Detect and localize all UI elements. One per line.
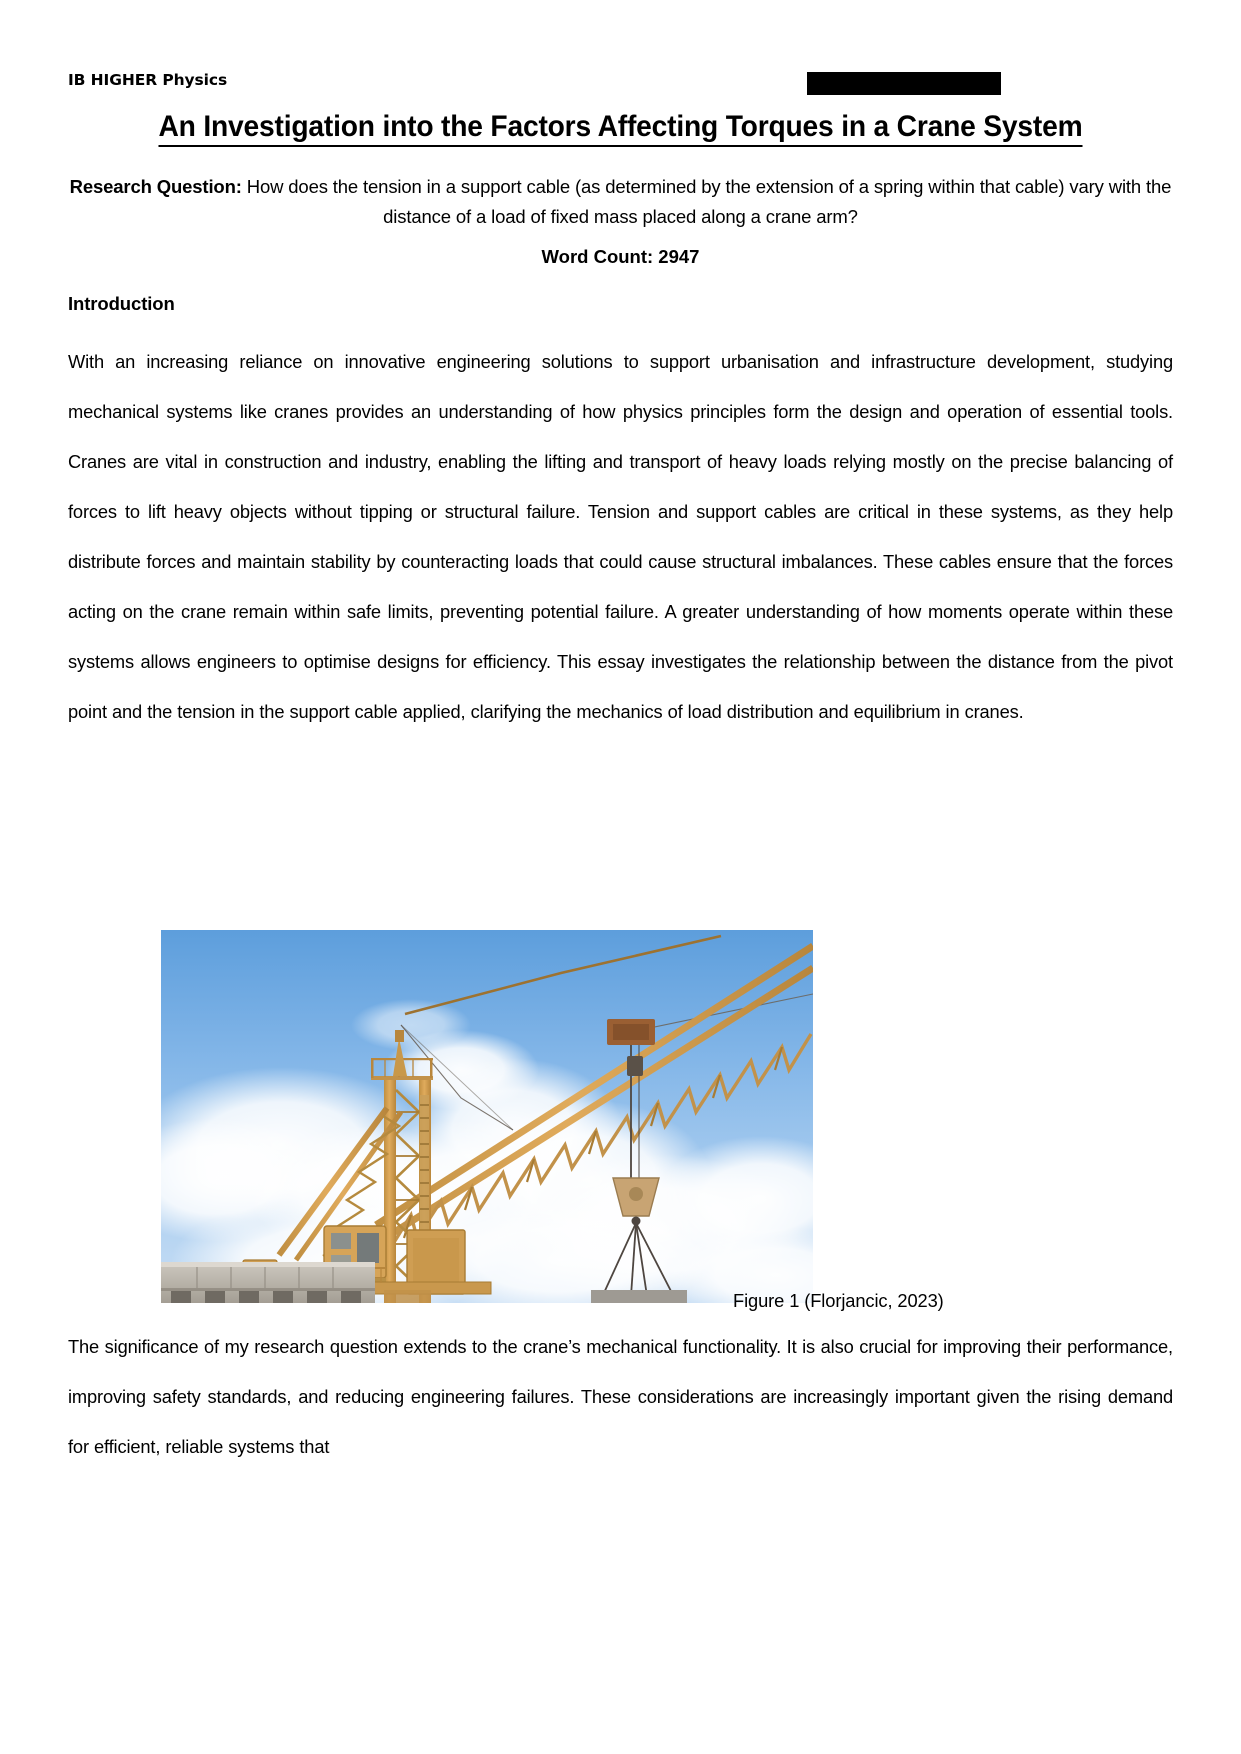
- paragraph-introduction: With an increasing reliance on innovative engineering solutions to support urbanisation and infrastructure development, studying mechanical systems like cranes provides an understanding of how physics principles form the design and operation of essential tools. Cranes are vital in construction and industry, enabling the lifting and transport of heavy loads relying mostly on the precise balancing of forces to lift heavy objects without tipping or structural failure. Tension and support cables are critical in these systems, as they help distribute forces and maintain stability by counteracting loads that could cause structural imbalances. These cables ensure that the forces acting on the crane remain within safe limits, preventing potential failure. A greater understanding of how moments operate within these systems allows engineers to optimise designs for efficiency. This essay investigates the relationship between the distance from the pivot point and the tension in the support cable applied, clarifying the mechanics of load distribution and equilibrium in cranes.: [68, 351, 1173, 722]
- paragraph-significance: The significance of my research question extends to the crane’s mechanical functionality. It is also crucial for improving their performance, improving safety standards, and reducing engineering failures. These considerations are increasingly important given the rising demand for efficient, reliable systems that: [68, 1336, 1173, 1457]
- document-header: [68, 70, 1173, 96]
- research-question-text: How does the tension in a support cable (as determined by the extension of a spring within that cable) vary with the distance of a load of fixed mass placed along a crane arm?: [241, 176, 1172, 227]
- page-title: [101, 108, 1140, 146]
- word-count: Word Count: 2947: [541, 246, 700, 267]
- research-question: [68, 172, 1173, 232]
- figure-caption: Figure 1 (Florjancic, 2023): [733, 1290, 944, 1311]
- course-label: IB HIGHER Physics: [68, 71, 228, 89]
- figure-1: [161, 930, 813, 1303]
- crane-illustration: [161, 930, 813, 1303]
- redacted-name-bar: [807, 72, 1001, 95]
- page-title-text: An Investigation into the Factors Affecting Torques in a Crane System: [158, 110, 1082, 147]
- research-question-label: Research Question:: [69, 176, 242, 197]
- crane-photo: [161, 930, 813, 1303]
- section-heading-introduction: Introduction: [68, 293, 175, 314]
